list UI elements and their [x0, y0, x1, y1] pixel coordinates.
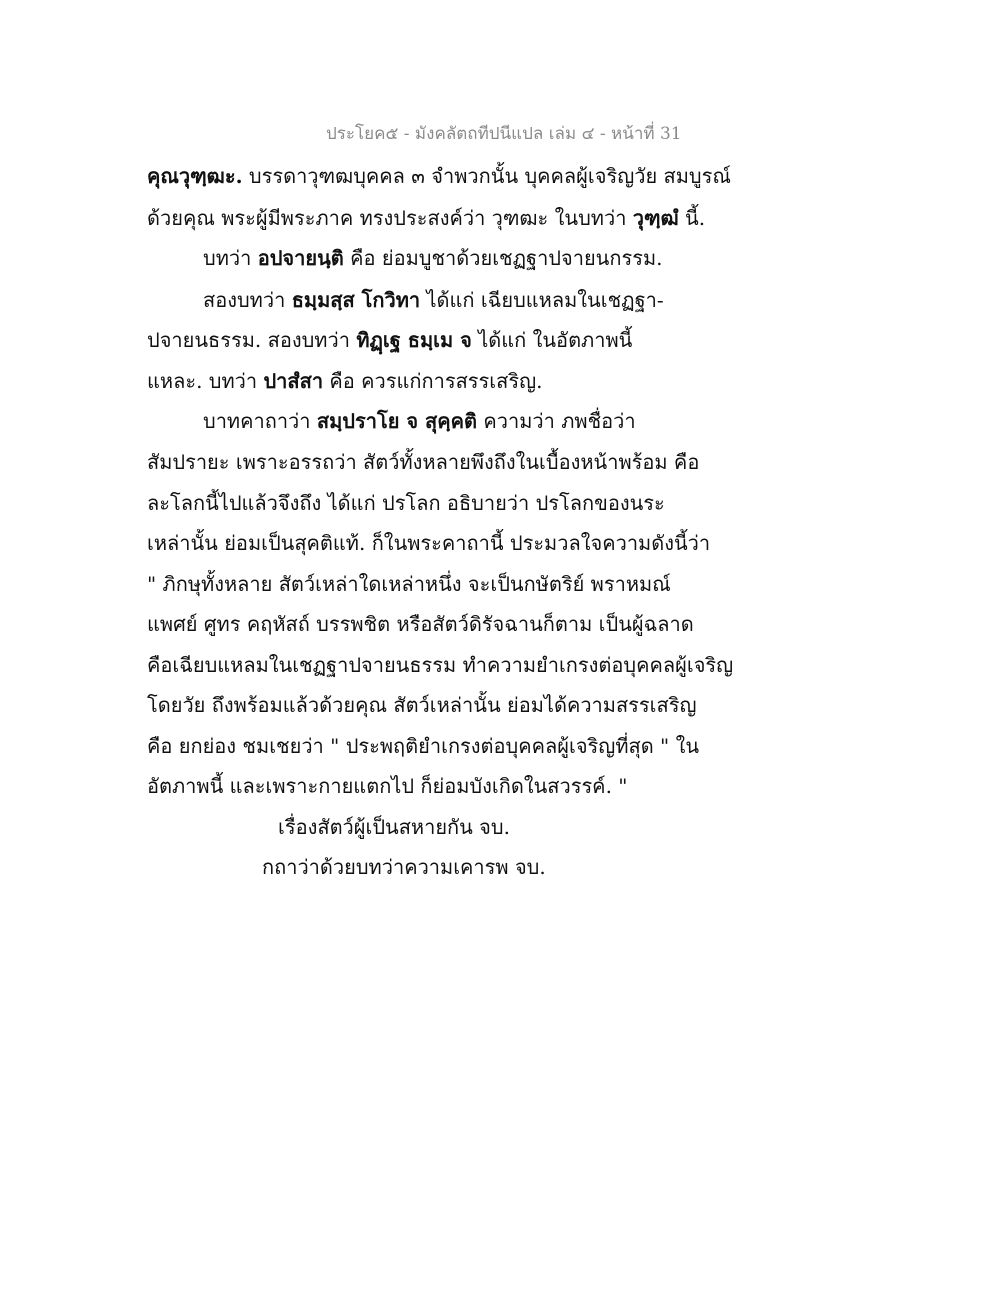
closing-line: กถาว่าด้วยบทว่าความเคารพ จบ.	[262, 855, 546, 879]
page-header: ประโยค๕ - มังคลัตถทีปนีแปล เล่ม ๔ - หน้าที่ 31	[326, 124, 682, 144]
text-line: ละโลกนี้ไปแล้วจึงถึง ได้แก่ ปรโลก อธิบายว่า ปรโลกของนระ	[147, 491, 665, 515]
text-line: บทว่า อปจายนฺติ คือ ย่อมบูชาด้วยเชฏฐาปจายนกรรม.	[203, 246, 663, 270]
text-line: อัตภาพนี้ และเพราะกายแตกไป ก็ย่อมบังเกิดในสวรรค์. "	[147, 774, 628, 798]
text-line: แพศย์ ศูทร คฤหัสถ์ บรรพชิต หรือสัตว์ดิรัจฉานก็ตาม เป็นผู้ฉลาด	[147, 612, 694, 636]
text-line: เหล่านั้น ย่อมเป็นสุคติแท้. ก็ในพระคาถานี้ ประมวลใจความดังนี้ว่า	[147, 531, 711, 555]
text-line: โดยวัย ถึงพร้อมแล้วด้วยคุณ สัตว์เหล่านั้น ย่อมได้ความสรรเสริญ	[147, 693, 697, 717]
text-line: บาทคาถาว่า สมฺปราโย จ สุคฺคติ ความว่า ภพชื่อว่า	[203, 409, 636, 433]
closing-line: เรื่องสัตว์ผู้เป็นสหายกัน จบ.	[278, 815, 510, 839]
text-line: แหละ. บทว่า ปาสํสา คือ ควรแก่การสรรเสริญ.	[147, 369, 543, 393]
text-line: สองบทว่า ธมฺมสฺส โกวิทา ได้แก่ เฉียบแหลมในเชฏฐา-	[203, 288, 664, 312]
text-line: ด้วยคุณ พระผู้มีพระภาค ทรงประสงค์ว่า วุฑฒะ ในบทว่า วุฑฺฒํ นี้.	[147, 206, 706, 230]
text-line: สัมปรายะ เพราะอรรถว่า สัตว์ทั้งหลายพึงถึงในเบื้องหน้าพร้อม คือ	[147, 450, 700, 474]
text-line: คุณวุฑฺฒะ. บรรดาวุฑฒบุคคล ๓ จำพวกนั้น บุคคลผู้เจริญวัย สมบูรณ์	[147, 164, 731, 188]
text-line: คือเฉียบแหลมในเชฏฐาปจายนธรรม ทำความยำเกรงต่อบุคคลผู้เจริญ	[147, 653, 734, 677]
text-line: คือ ยกย่อง ชมเชยว่า " ประพฤติยำเกรงต่อบุคคลผู้เจริญที่สุด " ใน	[147, 734, 700, 758]
text-line: " ภิกษุทั้งหลาย สัตว์เหล่าใดเหล่าหนึ่ง จะเป็นกษัตริย์ พราหมณ์	[147, 572, 671, 596]
text-line: ปจายนธรรม. สองบทว่า ทิฏฺเฐ ธมฺเม จ ได้แก่ ในอัตภาพนี้	[147, 328, 633, 352]
